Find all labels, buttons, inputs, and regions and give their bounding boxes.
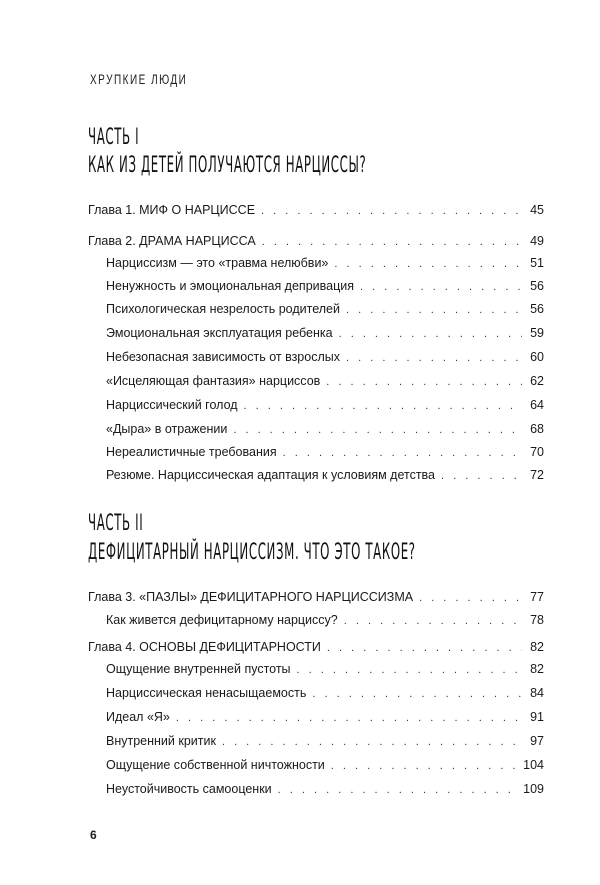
toc-entry-page: 109: [523, 782, 544, 796]
toc-entry-page: 82: [530, 662, 544, 676]
toc-entry-page: 77: [530, 590, 544, 604]
toc-section-entry: [106, 758, 544, 772]
toc-section-entry: [106, 398, 544, 412]
toc-entry-page: 56: [530, 302, 544, 316]
toc-entry-title: Нарциссический голод: [106, 398, 238, 412]
toc-entry-title: Глава 1. МИФ О НАРЦИССЕ: [88, 203, 256, 217]
toc-entry-page: 78: [530, 613, 544, 627]
toc-entry-page: 68: [530, 422, 544, 436]
toc-leader-dots: [326, 375, 522, 389]
toc-leader-dots: [346, 303, 522, 317]
toc-entry-page: 64: [530, 398, 544, 412]
toc-section-entry: [106, 350, 544, 364]
toc-entry-page: 62: [530, 374, 544, 388]
toc-section-entry: [106, 613, 544, 627]
toc-entry-title: Ощущение собственной ничтожности: [106, 758, 325, 772]
toc-entry-page: 59: [530, 326, 544, 340]
toc-leader-dots: [339, 327, 522, 341]
toc-entry-title: Ненужность и эмоциональная депривация: [106, 279, 354, 293]
toc-chapter-entry: [88, 590, 544, 604]
part2-heading: ЧАСТЬ II: [88, 510, 144, 536]
toc-section-entry: [106, 710, 544, 724]
toc-entry-title: Неустойчивость самооценки: [106, 782, 272, 796]
toc-section-entry: [106, 302, 544, 316]
toc-section-entry: [106, 468, 544, 482]
toc-entry-title: Эмоциональная эксплуатация ребенка: [106, 326, 333, 340]
toc-entry-title: Психологическая незрелость родителей: [106, 302, 340, 316]
toc-chapter-entry: [88, 234, 544, 248]
toc-section-entry: [106, 734, 544, 748]
toc-entry-title: Глава 2. ДРАМА НАРЦИССА: [88, 234, 256, 248]
toc-entry-title: Резюме. Нарциссическая адаптация к условиям детства: [106, 468, 436, 482]
toc-entry-title: Небезопасная зависимость от взрослых: [106, 350, 340, 364]
toc-chapter-entry: [88, 640, 544, 654]
toc-section-entry: [106, 422, 544, 436]
toc-entry-page: 97: [530, 734, 544, 748]
toc-leader-dots: [344, 614, 522, 628]
toc-entry-title: Глава 3. «ПАЗЛЫ» ДЕФИЦИТАРНОГО НАРЦИССИЗМА: [88, 590, 414, 604]
toc-leader-dots: [331, 759, 517, 773]
toc-section-entry: [106, 279, 544, 293]
toc-leader-dots: [283, 446, 522, 460]
part2-title: ДЕФИЦИТАРНЫЙ НАРЦИССИЗМ. ЧТО ЭТО ТАКОЕ?: [88, 539, 416, 565]
toc-entry-title: Нереалистичные требования: [106, 445, 277, 459]
toc-entry-title: «Дыра» в отражении: [106, 422, 228, 436]
toc-section-entry: [106, 662, 544, 676]
running-head: ХРУПКИЕ ЛЮДИ: [90, 73, 188, 88]
toc-leader-dots: [261, 204, 522, 218]
toc-section-entry: [106, 256, 544, 270]
toc-leader-dots: [233, 423, 522, 437]
toc-section-entry: [106, 374, 544, 388]
toc-entry-title: Идеал «Я»: [106, 710, 170, 724]
toc-entry-page: 56: [530, 279, 544, 293]
toc-entry-title: Нарциссическая ненасыщаемость: [106, 686, 307, 700]
toc-entry-page: 84: [530, 686, 544, 700]
toc-leader-dots: [334, 257, 522, 271]
toc-leader-dots: [419, 591, 522, 605]
toc-entry-title: «Исцеляющая фантазия» нарциссов: [106, 374, 321, 388]
toc-entry-page: 82: [530, 640, 544, 654]
page-number: 6: [90, 828, 97, 842]
toc-leader-dots: [222, 735, 522, 749]
toc-leader-dots: [176, 711, 522, 725]
toc-leader-dots: [262, 235, 522, 249]
toc-section-entry: [106, 326, 544, 340]
toc-entry-title: Нарциссизм — это «травма нелюбви»: [106, 256, 329, 270]
toc-entry-title: Как живется дефицитарному нарциссу?: [106, 613, 338, 627]
toc-entry-page: 70: [530, 445, 544, 459]
toc-entry-title: Внутренний критик: [106, 734, 216, 748]
toc-section-entry: [106, 445, 544, 459]
toc-entry-title: Ощущение внутренней пустоты: [106, 662, 291, 676]
toc-leader-dots: [327, 641, 522, 655]
toc-leader-dots: [441, 469, 522, 483]
toc-leader-dots: [360, 280, 522, 294]
toc-entry-title: Глава 4. ОСНОВЫ ДЕФИЦИТАРНОСТИ: [88, 640, 321, 654]
toc-entry-page: 45: [530, 203, 544, 217]
toc-leader-dots: [297, 663, 522, 677]
part1-heading: ЧАСТЬ I: [88, 124, 140, 150]
toc-entry-page: 91: [530, 710, 544, 724]
toc-entry-page: 51: [530, 256, 544, 270]
toc-section-entry: [106, 686, 544, 700]
toc-leader-dots: [278, 783, 517, 797]
toc-entry-page: 72: [530, 468, 544, 482]
toc-leader-dots: [244, 399, 522, 413]
part1-title: КАК ИЗ ДЕТЕЙ ПОЛУЧАЮТСЯ НАРЦИССЫ?: [88, 152, 367, 178]
toc-entry-page: 104: [523, 758, 544, 772]
toc-leader-dots: [312, 687, 522, 701]
toc-leader-dots: [346, 351, 522, 365]
toc-entry-page: 60: [530, 350, 544, 364]
toc-entry-page: 49: [530, 234, 544, 248]
toc-section-entry: [106, 782, 544, 796]
toc-chapter-entry: [88, 203, 544, 217]
